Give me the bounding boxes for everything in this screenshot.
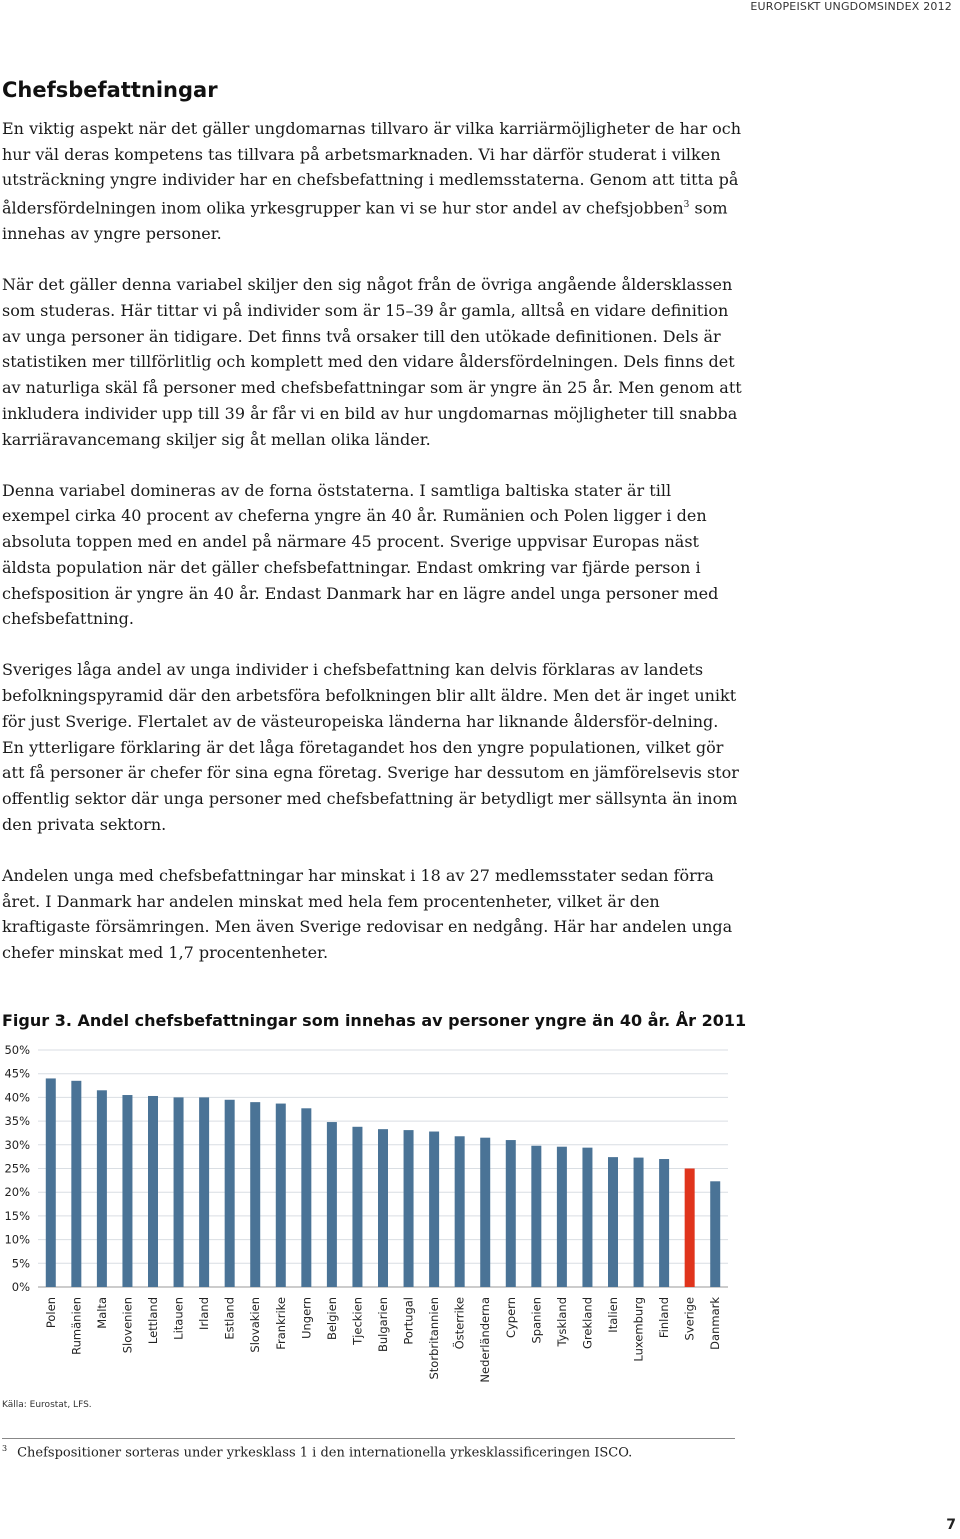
y-tick-label: 30% bbox=[4, 1137, 30, 1152]
x-tick-label: Sverige bbox=[682, 1297, 697, 1341]
x-tick-label: Frankrike bbox=[273, 1297, 288, 1350]
footnote-text: Chefspositioner sorteras under yrkesklass 1 i den internationella yrkesklassificeringen ISCO. bbox=[17, 1445, 633, 1461]
bar-belgien bbox=[327, 1122, 337, 1287]
bar-luxemburg bbox=[634, 1158, 644, 1287]
x-tick-label: Finland bbox=[657, 1297, 672, 1339]
paragraph-4: Sveriges låga andel av unga individer i chefsbefattning kan delvis förklaras av landets befolkningspyramid där den arbetsföra befolkningen blir allt äldre. Men det är inget unikt för just Sverige. Flertalet av de västeuropeiska länderna har liknande åldersför-delning. En ytterligare förklaring är det låga företagandet hos den yngre populationen, vilket gör att få personer är chefer för sina egna företag. Sverige har dessutom en jämförelsevis stor offentlig sektor där unga personer med chefsbefattning är betydligt mer sällsynta än inom den privata sektorn. bbox=[2, 660, 739, 834]
x-tick-label: Danmark bbox=[708, 1297, 723, 1350]
footnote bbox=[2, 1444, 632, 1460]
bar-danmark bbox=[710, 1181, 720, 1287]
x-tick-label: Estland bbox=[222, 1297, 237, 1340]
figure-source: Källa: Eurostat, LFS. bbox=[2, 1400, 92, 1410]
bar-estland bbox=[225, 1100, 235, 1287]
bar-bulgarien bbox=[378, 1129, 388, 1287]
bar-rumänien bbox=[71, 1081, 81, 1287]
bar-polen bbox=[46, 1078, 56, 1287]
bar-litauen bbox=[174, 1097, 184, 1287]
x-tick-label: Ungern bbox=[299, 1297, 314, 1339]
x-tick-label: Portugal bbox=[401, 1297, 416, 1345]
x-tick-label: Irland bbox=[197, 1297, 212, 1330]
figure-title: Figur 3. Andel chefsbefattningar som innehas av personer yngre än 40 år. År 2011 bbox=[2, 1011, 747, 1030]
bar-tyskland bbox=[557, 1147, 567, 1287]
footnote-marker: 3 bbox=[2, 1444, 8, 1453]
bar-malta bbox=[97, 1090, 107, 1287]
x-tick-label: Spanien bbox=[529, 1297, 544, 1344]
y-tick-label: 50% bbox=[4, 1043, 30, 1057]
bar-cypern bbox=[506, 1140, 516, 1287]
page-number: 7 bbox=[946, 1517, 956, 1533]
bar-storbritannien bbox=[429, 1132, 439, 1287]
x-tick-label: Tyskland bbox=[554, 1297, 569, 1347]
bar-slovakien bbox=[250, 1102, 260, 1287]
bar-österrike bbox=[455, 1136, 465, 1287]
paragraph-5: Andelen unga med chefsbefattningar har minskat i 18 av 27 medlemsstater sedan förra året. I Danmark har andelen minskat med hela fem procentenheter, vilket är den kraftigaste försämringen. Men även Sverige redovisar en nedgång. Här har andelen unga chefer minskat med 1,7 procentenheter. bbox=[2, 865, 733, 963]
y-tick-label: 5% bbox=[11, 1256, 30, 1271]
bar-chart bbox=[0, 1040, 740, 1395]
paragraph-2: När det gäller denna variabel skiljer den sig något från de övriga angående åldersklassen som studeras. Här tittar vi på individer som är 15–39 år gamla, alltså en vidare definition av unga personer än tidigare. Det finns två orsaker till den utökade definitionen. Dels är statistiken mer tillförlitlig och komplett med den vidare åldersfördelningen. Dels finns det av naturliga skäl få personer med chefsbefattningar som är yngre än 25 år. Men genom att inkludera individer upp till 39 år får vi en bild av hur ungdomarnas möjligheter till snabba karriäravancemang skiljer sig åt mellan olika länder. bbox=[2, 275, 742, 449]
bar-tjeckien bbox=[352, 1127, 362, 1287]
y-tick-label: 25% bbox=[4, 1161, 30, 1176]
x-tick-label: Tjeckien bbox=[350, 1297, 365, 1345]
section-title: Chefsbefattningar bbox=[2, 78, 218, 102]
bar-spanien bbox=[531, 1146, 541, 1287]
bar-portugal bbox=[404, 1130, 414, 1287]
y-tick-label: 35% bbox=[4, 1114, 30, 1129]
x-tick-label: Litauen bbox=[171, 1297, 186, 1340]
body-text bbox=[2, 116, 742, 991]
bar-frankrike bbox=[276, 1104, 286, 1287]
x-tick-label: Slovakien bbox=[248, 1297, 263, 1353]
x-tick-label: Italien bbox=[606, 1297, 620, 1333]
x-tick-label: Rumänien bbox=[69, 1297, 84, 1355]
y-tick-label: 10% bbox=[4, 1232, 30, 1247]
bar-italien bbox=[608, 1157, 618, 1287]
x-tick-label: Cypern bbox=[503, 1297, 518, 1339]
bar-finland bbox=[659, 1159, 669, 1287]
x-tick-label: Nederländerna bbox=[478, 1297, 493, 1383]
bar-lettland bbox=[148, 1096, 158, 1287]
x-tick-label: Malta bbox=[94, 1297, 109, 1329]
x-tick-label: Belgien bbox=[324, 1297, 339, 1341]
paragraph-3: Denna variabel domineras av de forna öststaterna. I samtliga baltiska stater är till exempel cirka 40 procent av cheferna yngre än 40 år. Rumänien och Polen ligger i den absoluta toppen med en andel på närmare 45 procent. Sverige uppvisar Europas näst äldsta population när det gäller chefsbefattningar. Endast omkring var fjärde person i chefsposition är yngre än 40 år. Endast Danmark har en lägre andel unga personer med chefsbefattning. bbox=[2, 480, 719, 629]
bar-slovenien bbox=[122, 1095, 132, 1287]
y-tick-label: 0% bbox=[11, 1280, 30, 1294]
x-tick-label: Bulgarien bbox=[376, 1297, 390, 1353]
bar-ungern bbox=[301, 1108, 311, 1287]
x-tick-label: Polen bbox=[43, 1297, 58, 1329]
bar-irland bbox=[199, 1097, 209, 1287]
x-tick-label: Lettland bbox=[146, 1297, 160, 1345]
footnote-ref: 3 bbox=[683, 200, 690, 211]
x-tick-label: Grekland bbox=[580, 1297, 595, 1349]
x-tick-label: Luxemburg bbox=[631, 1297, 646, 1362]
y-tick-label: 45% bbox=[4, 1066, 30, 1081]
bar-sverige bbox=[685, 1169, 695, 1288]
x-tick-label: Storbritannien bbox=[427, 1297, 442, 1380]
y-tick-label: 15% bbox=[4, 1208, 30, 1223]
bar-grekland bbox=[582, 1148, 592, 1287]
paragraph-1: En viktig aspekt när det gäller ungdomarnas tillvaro är vilka karriärmöjligheter de har och hur väl deras kompetens tas tillvara på arbetsmarknaden. Vi har därför studerat i vilken utsträckning yngre individer har en chefsbefattning i medlemsstaterna. Genom att titta på åldersfördelningen inom olika yrkesgrupper kan vi se hur stor andel av chefsjobben$^3$ som innehas av yngre personer. bbox=[2, 119, 742, 244]
x-tick-label: Österrike bbox=[452, 1297, 467, 1350]
y-tick-label: 20% bbox=[4, 1185, 30, 1200]
x-tick-label: Slovenien bbox=[120, 1297, 135, 1354]
bar-nederländerna bbox=[480, 1138, 490, 1287]
footnote-divider bbox=[2, 1438, 735, 1439]
y-tick-label: 40% bbox=[4, 1090, 30, 1105]
running-header: EUROPEISKT UNGDOMSINDEX 2012 bbox=[750, 0, 952, 13]
